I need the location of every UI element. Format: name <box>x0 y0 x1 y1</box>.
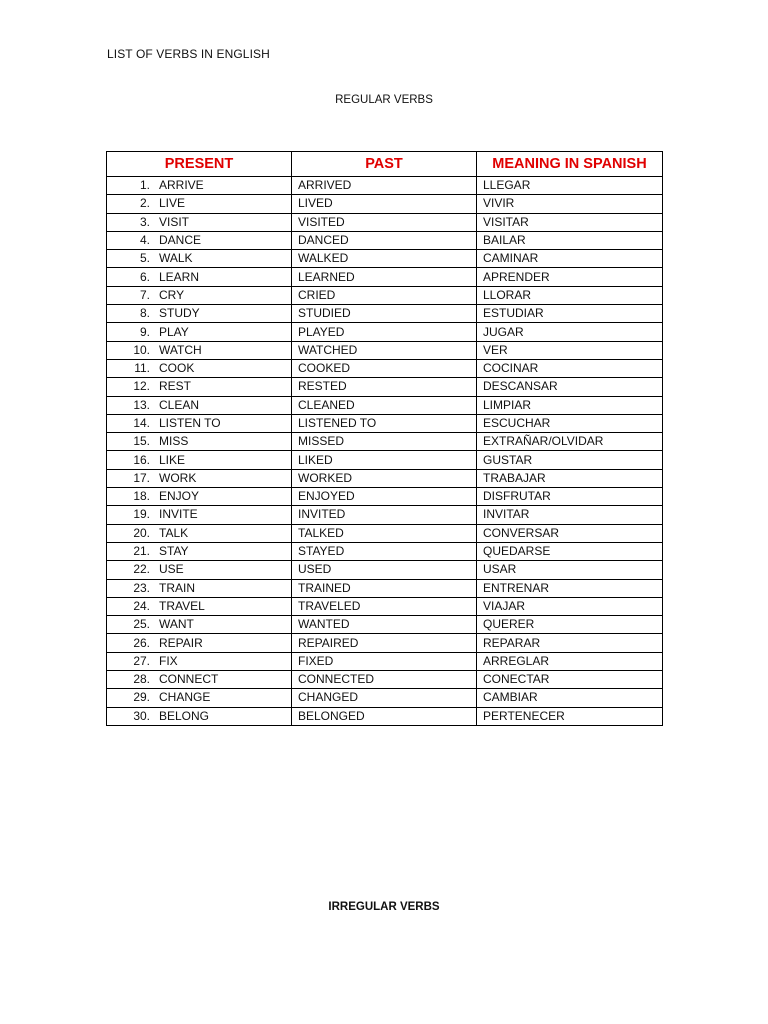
past-verb: CLEANED <box>292 396 477 414</box>
present-verb: TRAVEL <box>159 598 205 613</box>
spanish-meaning: GUSTAR <box>477 451 663 469</box>
table-row <box>107 378 663 396</box>
present-cell <box>107 433 292 451</box>
present-cell <box>107 286 292 304</box>
present-cell <box>107 542 292 560</box>
row-number: 26. <box>133 635 150 650</box>
table-row <box>107 689 663 707</box>
spanish-meaning: VISITAR <box>477 213 663 231</box>
row-number: 17. <box>133 470 150 485</box>
row-number: 14. <box>133 416 150 430</box>
present-verb: WALK <box>159 251 193 266</box>
past-verb: STUDIED <box>292 305 477 323</box>
present-cell <box>107 305 292 323</box>
row-number: 19. <box>133 507 150 522</box>
table-row <box>107 323 663 341</box>
past-verb: TRAINED <box>292 579 477 597</box>
spanish-meaning: ESCUCHAR <box>477 414 663 432</box>
spanish-meaning: APRENDER <box>477 268 663 286</box>
present-cell <box>107 597 292 615</box>
past-verb: LIKED <box>292 451 477 469</box>
row-number: 10. <box>133 342 150 357</box>
table-row <box>107 213 663 231</box>
past-verb: FIXED <box>292 652 477 670</box>
present-verb: STAY <box>159 544 189 559</box>
table-row <box>107 341 663 359</box>
row-number: 8. <box>139 306 150 321</box>
present-verb: LIVE <box>159 196 186 211</box>
row-number: 29. <box>133 690 150 705</box>
present-cell <box>107 268 292 286</box>
table-row <box>107 359 663 377</box>
present-cell <box>107 414 292 432</box>
spanish-meaning: JUGAR <box>477 323 663 341</box>
present-cell <box>107 341 292 359</box>
spanish-meaning: VIVIR <box>477 195 663 213</box>
table-row <box>107 268 663 286</box>
table-header-row <box>107 152 663 177</box>
past-verb: ARRIVED <box>292 177 477 195</box>
spanish-meaning: LLORAR <box>477 286 663 304</box>
spanish-meaning: ESTUDIAR <box>477 305 663 323</box>
present-verb: ENJOY <box>159 489 200 504</box>
present-cell <box>107 616 292 634</box>
present-verb: TRAIN <box>159 580 195 595</box>
spanish-meaning: PERTENECER <box>477 707 663 725</box>
past-verb: PLAYED <box>292 323 477 341</box>
present-verb: USE <box>159 562 184 577</box>
table-row <box>107 177 663 195</box>
row-number: 12. <box>133 379 150 394</box>
spanish-column-header: MEANING IN SPANISH <box>477 152 663 177</box>
present-verb: WORK <box>159 470 197 485</box>
table-row <box>107 451 663 469</box>
past-verb: USED <box>292 561 477 579</box>
present-cell <box>107 652 292 670</box>
present-cell <box>107 524 292 542</box>
past-verb: CONNECTED <box>292 671 477 689</box>
past-verb: VISITED <box>292 213 477 231</box>
spanish-meaning: LLEGAR <box>477 177 663 195</box>
past-verb: INVITED <box>292 506 477 524</box>
table-row <box>107 671 663 689</box>
row-number: 25. <box>133 617 150 632</box>
spanish-meaning: ARREGLAR <box>477 652 663 670</box>
past-verb: LEARNED <box>292 268 477 286</box>
past-verb: DANCED <box>292 231 477 249</box>
past-verb: WALKED <box>292 250 477 268</box>
present-verb: LIKE <box>159 452 186 467</box>
row-number: 30. <box>133 708 150 723</box>
present-cell <box>107 323 292 341</box>
table-row <box>107 616 663 634</box>
table-row <box>107 305 663 323</box>
present-cell <box>107 707 292 725</box>
row-number: 24. <box>133 598 150 613</box>
present-cell <box>107 689 292 707</box>
past-verb: TALKED <box>292 524 477 542</box>
present-verb: REPAIR <box>159 635 203 650</box>
table-row <box>107 597 663 615</box>
present-cell <box>107 177 292 195</box>
regular-verbs-table <box>106 151 663 726</box>
row-number: 18. <box>133 489 150 504</box>
present-cell <box>107 195 292 213</box>
verb-rows <box>107 177 663 726</box>
spanish-meaning: EXTRAÑAR/OLVIDAR <box>477 433 663 451</box>
present-verb: CRY <box>159 287 185 302</box>
past-verb: WORKED <box>292 469 477 487</box>
past-verb: CHANGED <box>292 689 477 707</box>
present-cell <box>107 231 292 249</box>
past-column-header: PAST <box>292 152 477 177</box>
present-verb: BELONG <box>159 708 210 723</box>
past-verb: BELONGED <box>292 707 477 725</box>
present-cell <box>107 488 292 506</box>
present-verb: LEARN <box>159 269 200 284</box>
row-number: 20. <box>133 525 150 540</box>
table-row <box>107 506 663 524</box>
spanish-meaning: ENTRENAR <box>477 579 663 597</box>
spanish-meaning: QUEDARSE <box>477 542 663 560</box>
spanish-meaning: DESCANSAR <box>477 378 663 396</box>
table-row <box>107 652 663 670</box>
row-number: 4. <box>139 233 150 248</box>
present-verb: WANT <box>159 617 194 632</box>
row-number: 3. <box>139 214 150 229</box>
table-row <box>107 396 663 414</box>
table-row <box>107 433 663 451</box>
present-verb: ARRIVE <box>159 178 204 193</box>
present-cell <box>107 634 292 652</box>
table-row <box>107 195 663 213</box>
spanish-meaning: INVITAR <box>477 506 663 524</box>
past-verb: WANTED <box>292 616 477 634</box>
past-verb: RESTED <box>292 378 477 396</box>
table-row <box>107 524 663 542</box>
table-row <box>107 707 663 725</box>
present-cell <box>107 451 292 469</box>
spanish-meaning: USAR <box>477 561 663 579</box>
present-verb: CHANGE <box>159 690 211 705</box>
row-number: 22. <box>133 562 150 577</box>
past-verb: CRIED <box>292 286 477 304</box>
present-cell <box>107 469 292 487</box>
table-row <box>107 561 663 579</box>
row-number: 21. <box>133 544 150 559</box>
present-verb: REST <box>159 379 192 394</box>
present-verb: WATCH <box>159 342 202 357</box>
spanish-meaning: CONVERSAR <box>477 524 663 542</box>
row-number: 7. <box>139 287 150 302</box>
row-number: 2. <box>139 196 150 211</box>
spanish-meaning: QUERER <box>477 616 663 634</box>
row-number: 15. <box>133 434 150 449</box>
past-verb: TRAVELED <box>292 597 477 615</box>
present-verb: STUDY <box>159 306 200 321</box>
table-row <box>107 579 663 597</box>
past-verb: MISSED <box>292 433 477 451</box>
spanish-meaning: CAMINAR <box>477 250 663 268</box>
present-cell <box>107 213 292 231</box>
present-verb: CONNECT <box>159 672 219 687</box>
row-number: 6. <box>139 269 150 284</box>
present-verb: PLAY <box>159 324 189 339</box>
spanish-meaning: VIAJAR <box>477 597 663 615</box>
spanish-meaning: TRABAJAR <box>477 469 663 487</box>
irregular-verbs-heading: IRREGULAR VERBS <box>328 901 440 913</box>
spanish-meaning: DISFRUTAR <box>477 488 663 506</box>
present-cell <box>107 396 292 414</box>
spanish-meaning: CAMBIAR <box>477 689 663 707</box>
table-row <box>107 542 663 560</box>
past-verb: LISTENED TO <box>292 414 477 432</box>
present-verb: MISS <box>159 434 189 449</box>
table-row <box>107 488 663 506</box>
past-verb: COOKED <box>292 359 477 377</box>
row-number: 27. <box>133 653 150 668</box>
table-row <box>107 414 663 432</box>
table-row <box>107 469 663 487</box>
document-title: LIST OF VERBS IN ENGLISH <box>107 47 270 61</box>
spanish-meaning: LIMPIAR <box>477 396 663 414</box>
present-cell <box>107 561 292 579</box>
row-number: 16. <box>133 452 150 467</box>
table-row <box>107 250 663 268</box>
present-verb: COOK <box>159 361 195 376</box>
row-number: 11. <box>134 361 150 376</box>
present-verb: CLEAN <box>159 397 200 412</box>
row-number: 23. <box>133 580 150 595</box>
table-row <box>107 634 663 652</box>
present-verb: TALK <box>159 525 189 540</box>
past-verb: LIVED <box>292 195 477 213</box>
row-number: 1. <box>139 178 150 193</box>
row-number: 13. <box>133 397 150 412</box>
row-number: 5. <box>139 251 150 266</box>
present-cell <box>107 506 292 524</box>
row-number: 28. <box>133 672 150 687</box>
spanish-meaning: CONECTAR <box>477 671 663 689</box>
spanish-meaning: VER <box>477 341 663 359</box>
present-cell <box>107 579 292 597</box>
spanish-meaning: BAILAR <box>477 231 663 249</box>
present-cell <box>107 671 292 689</box>
regular-verbs-heading: REGULAR VERBS <box>335 94 433 106</box>
past-verb: REPAIRED <box>292 634 477 652</box>
present-verb: DANCE <box>159 233 202 248</box>
present-cell <box>107 250 292 268</box>
present-cell <box>107 359 292 377</box>
spanish-meaning: REPARAR <box>477 634 663 652</box>
past-verb: STAYED <box>292 542 477 560</box>
present-verb: LISTEN TO <box>159 416 221 430</box>
present-column-header: PRESENT <box>107 152 292 177</box>
table-row <box>107 286 663 304</box>
present-verb: FIX <box>159 653 178 668</box>
spanish-meaning: COCINAR <box>477 359 663 377</box>
past-verb: ENJOYED <box>292 488 477 506</box>
row-number: 9. <box>139 324 150 339</box>
present-verb: INVITE <box>159 507 198 522</box>
past-verb: WATCHED <box>292 341 477 359</box>
table-row <box>107 231 663 249</box>
present-cell <box>107 378 292 396</box>
present-verb: VISIT <box>159 214 190 229</box>
